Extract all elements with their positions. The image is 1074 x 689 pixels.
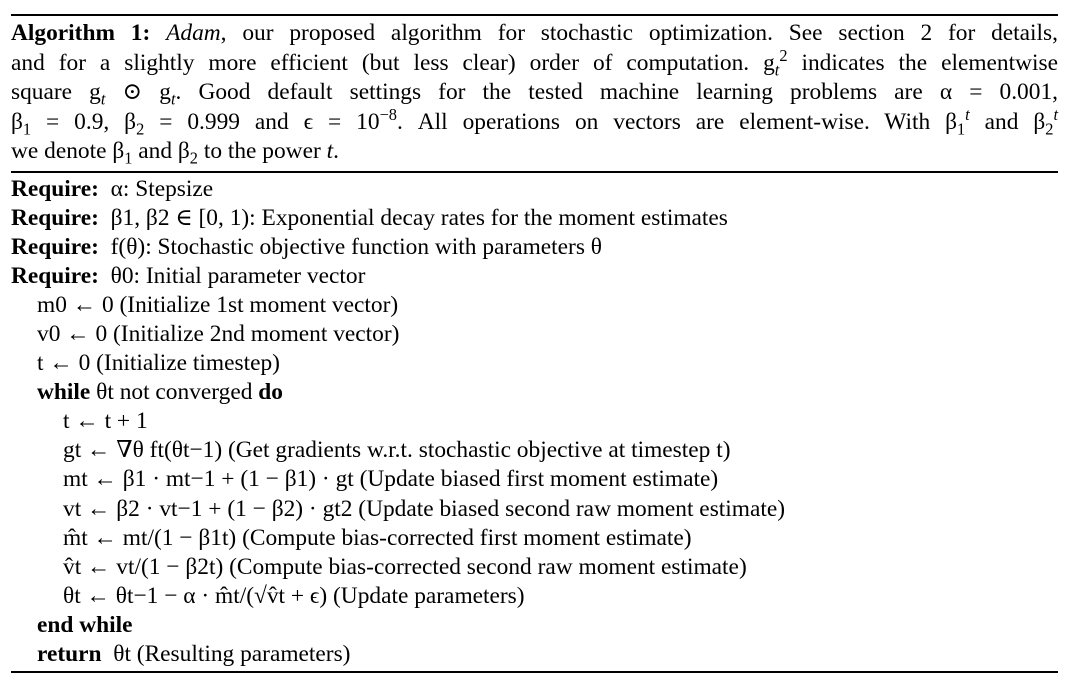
end-while-line: end while	[37, 611, 133, 638]
step-update-params: θt ← θt−1 − α · m̂t/(√v̂t + ϵ) (Update parameters)	[63, 582, 525, 609]
caption-line-5: we denote $\beta_1$ and $\beta_2$ to the power t.	[11, 138, 339, 168]
middle-rule	[11, 171, 1058, 173]
algorithm-title: Algorithm 1:	[11, 20, 151, 46]
bottom-rule	[11, 671, 1058, 673]
caption-line-2: and for a slightly more efficient (but less clear) order of computation. $g_t^2$ indicates the elementwise	[11, 45, 1058, 80]
step-init-t: t ← 0 (Initialize timestep)	[37, 350, 280, 377]
step-gradient: gt ← ∇θ ft(θt−1) (Get gradients w.r.t. stochastic objective at timestep t)	[63, 437, 731, 464]
step-second-moment: vt ← β2 · vt−1 + (1 − β2) · gt2 (Update biased second raw moment estimate)	[63, 495, 786, 522]
require-theta0: Require: θ0: Initial parameter vector	[11, 262, 366, 289]
top-rule	[11, 14, 1058, 16]
caption-line-1: Algorithm 1: Adam, our proposed algorithm for stochastic optimization. See section 2 for details,	[11, 20, 1058, 46]
require-betas: Require: β1, β2 ∈ [0, 1): Exponential decay rates for the moment estimates	[11, 204, 728, 231]
step-bias-correct-v: v̂t ← vt/(1 − β2t) (Compute bias-corrected second raw moment estimate)	[63, 553, 747, 580]
require-alpha: Require: α: Stepsize	[11, 175, 214, 202]
step-init-v0: v0 ← 0 (Initialize 2nd moment vector)	[37, 320, 400, 347]
algorithm-caption	[11, 19, 1058, 167]
step-bias-correct-m: m̂t ← mt/(1 − β1t) (Compute bias-corrected first moment estimate)	[63, 524, 692, 551]
caption-line-3: square $g_t$ ⊙ $g_t$. Good default settings for the tested machine learning problems are α = 0.001,	[11, 79, 1058, 109]
algorithm-body	[11, 175, 1058, 670]
caption-line-4: $\beta_1 = 0.9$, $\beta_2 = 0.999$ and $\epsilon = 10^{-8}$. All operations on vectors are element-wise. With $\beta_1^t$ and $\beta_2^t$	[11, 104, 1059, 139]
algorithm-box	[11, 14, 1058, 673]
step-init-m0: m0 ← 0 (Initialize 1st moment vector)	[37, 291, 399, 318]
step-first-moment: mt ← β1 · mt−1 + (1 − β1) · gt (Update biased first moment estimate)	[63, 466, 719, 493]
return-line: return θt (Resulting parameters)	[37, 641, 351, 667]
while-line: while θt not converged do	[37, 379, 283, 406]
require-objective: Require: f(θ): Stochastic objective function with parameters θ	[11, 233, 602, 260]
step-increment-t: t ← t + 1	[63, 408, 148, 435]
